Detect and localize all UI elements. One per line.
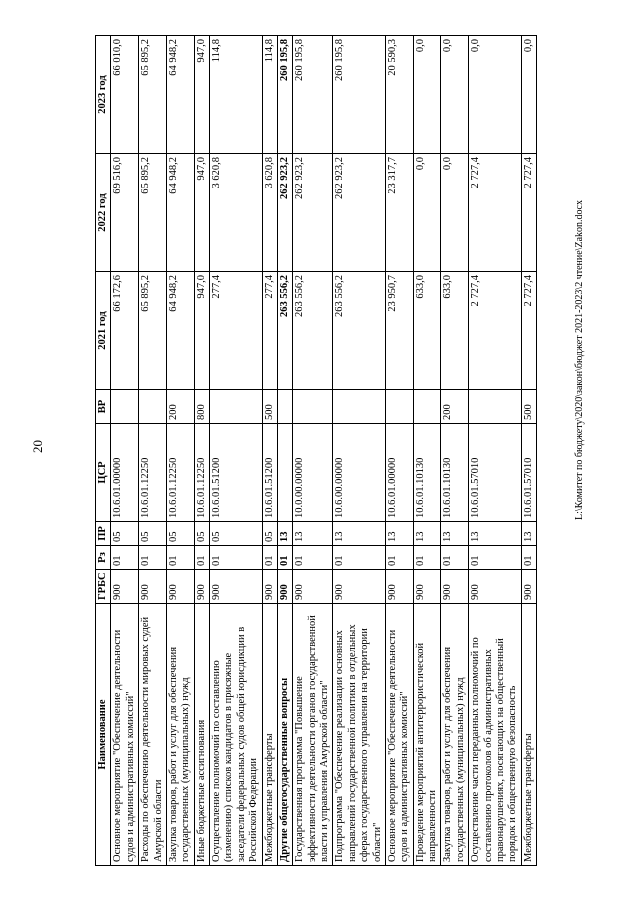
cell-y2022: 262 923,2	[333, 154, 386, 272]
cell-name: Межбюджетные трансферты	[521, 604, 536, 866]
cell-y2021: 263 556,2	[293, 272, 333, 390]
cell-vr: 500	[521, 390, 536, 424]
cell-y2021: 23 950,7	[385, 272, 413, 390]
table-row	[413, 36, 441, 866]
cell-y2021: 633,0	[441, 272, 469, 390]
cell-pr: 05	[262, 522, 277, 546]
cell-y2023: 66 010,0	[111, 36, 139, 154]
table-row	[441, 36, 469, 866]
cell-pr: 13	[413, 522, 441, 546]
table-row	[333, 36, 386, 866]
cell-name: Иные бюджетные ассигнования	[194, 604, 209, 866]
cell-vr: 800	[194, 390, 209, 424]
table-row	[111, 36, 139, 866]
cell-vr	[385, 390, 413, 424]
cell-rz: 01	[521, 546, 536, 570]
cell-y2023: 260 195,8	[333, 36, 386, 154]
cell-grbs: 900	[194, 570, 209, 604]
table-body	[111, 36, 537, 866]
cell-grbs: 900	[333, 570, 386, 604]
cell-grbs: 900	[111, 570, 139, 604]
cell-y2021: 2 727,4	[521, 272, 536, 390]
cell-pr: 05	[139, 522, 167, 546]
cell-y2023: 20 590,3	[385, 36, 413, 154]
cell-y2023: 64 948,2	[166, 36, 194, 154]
cell-csr: 10.6.01.10130	[441, 424, 469, 522]
cell-y2022: 2 727,4	[469, 154, 522, 272]
cell-name: Основное мероприятие "Обеспечение деятельности судов и административных комиссий"	[111, 604, 139, 866]
table-row	[166, 36, 194, 866]
cell-pr: 05	[194, 522, 209, 546]
page-number: 20	[30, 440, 45, 453]
cell-pr: 05	[111, 522, 139, 546]
table-row	[293, 36, 333, 866]
cell-vr	[413, 390, 441, 424]
cell-y2021: 2 727,4	[469, 272, 522, 390]
cell-y2021: 277,4	[262, 272, 277, 390]
cell-y2022: 65 895,2	[139, 154, 167, 272]
table-header-row	[96, 36, 111, 866]
cell-y2022: 0,0	[413, 154, 441, 272]
cell-csr: 10.0.00.00000	[293, 424, 333, 522]
cell-y2021: 263 556,2	[277, 272, 292, 390]
table-row	[262, 36, 277, 866]
cell-pr: 13	[277, 522, 292, 546]
cell-vr	[139, 390, 167, 424]
cell-y2021: 277,4	[210, 272, 263, 390]
cell-y2021: 633,0	[413, 272, 441, 390]
cell-rz: 01	[166, 546, 194, 570]
cell-rz: 01	[139, 546, 167, 570]
cell-vr: 500	[262, 390, 277, 424]
cell-name: Осуществление полномочий по составлению (изменению) списков кандидатов в присяжные заседатели федеральных судов общей юрисдикции в Российской Федерации	[210, 604, 263, 866]
cell-y2023: 65 895,2	[139, 36, 167, 154]
col-header: ЦСР	[96, 424, 111, 522]
cell-csr: 10.6.01.10130	[413, 424, 441, 522]
cell-csr: 10.6.01.57010	[469, 424, 522, 522]
cell-csr: 10.6.01.00000	[385, 424, 413, 522]
table-row	[469, 36, 522, 866]
rotated-table-container	[95, 36, 537, 866]
cell-name: Закупка товаров, работ и услуг для обеспечения государственных (муниципальных) нужд	[441, 604, 469, 866]
cell-csr: 10.6.01.12250	[166, 424, 194, 522]
cell-y2022: 947,0	[194, 154, 209, 272]
cell-y2021: 66 172,6	[111, 272, 139, 390]
cell-pr: 13	[469, 522, 522, 546]
cell-rz: 01	[277, 546, 292, 570]
cell-pr: 13	[521, 522, 536, 546]
cell-csr: 10.6.01.57010	[521, 424, 536, 522]
cell-vr: 200	[441, 390, 469, 424]
cell-grbs: 900	[277, 570, 292, 604]
cell-y2021: 64 948,2	[166, 272, 194, 390]
cell-pr: 05	[166, 522, 194, 546]
cell-grbs: 900	[210, 570, 263, 604]
cell-pr: 13	[333, 522, 386, 546]
cell-vr	[293, 390, 333, 424]
cell-y2022: 262 923,2	[293, 154, 333, 272]
cell-pr: 13	[293, 522, 333, 546]
col-header: ПР	[96, 522, 111, 546]
col-header: ГРБС	[96, 570, 111, 604]
cell-y2023: 114,8	[262, 36, 277, 154]
cell-vr	[111, 390, 139, 424]
cell-grbs: 900	[293, 570, 333, 604]
cell-y2021: 263 556,2	[333, 272, 386, 390]
cell-y2022: 3 620,8	[210, 154, 263, 272]
cell-csr: 10.6.01.51200	[210, 424, 263, 522]
cell-y2022: 69 516,0	[111, 154, 139, 272]
table-row	[385, 36, 413, 866]
cell-y2023: 0,0	[521, 36, 536, 154]
cell-y2022: 2 727,4	[521, 154, 536, 272]
cell-name: Подпрограмма "Обеспечение реализации основных направлений государственной политики в отдельных сферах государственного управления на территории области"	[333, 604, 386, 866]
cell-y2022: 64 948,2	[166, 154, 194, 272]
cell-grbs: 900	[385, 570, 413, 604]
cell-csr: 10.6.01.12250	[139, 424, 167, 522]
cell-y2023: 947,0	[194, 36, 209, 154]
cell-y2023: 0,0	[469, 36, 522, 154]
table-row	[139, 36, 167, 866]
cell-rz: 01	[262, 546, 277, 570]
footer-path: L:\Комитет по бюджету\2020\закон\бюджет 2021-2023\2 чтение\Zakon.docx	[574, 200, 585, 520]
cell-y2023: 260 195,8	[293, 36, 333, 154]
table-row	[194, 36, 209, 866]
cell-name: Основное мероприятие "Обеспечение деятельности судов и административных комиссий"	[385, 604, 413, 866]
cell-vr	[210, 390, 263, 424]
cell-grbs: 900	[262, 570, 277, 604]
cell-pr: 13	[385, 522, 413, 546]
cell-pr: 13	[441, 522, 469, 546]
cell-y2021: 65 895,2	[139, 272, 167, 390]
cell-grbs: 900	[521, 570, 536, 604]
cell-grbs: 900	[441, 570, 469, 604]
cell-csr: 10.6.01.51200	[262, 424, 277, 522]
cell-rz: 01	[194, 546, 209, 570]
cell-y2022: 23 317,7	[385, 154, 413, 272]
cell-pr: 05	[210, 522, 263, 546]
cell-rz: 01	[333, 546, 386, 570]
cell-name: Государственная программа "Повышение эффективности деятельности органов государственной власти и управления Амурской области"	[293, 604, 333, 866]
cell-csr: 10.6.01.12250	[194, 424, 209, 522]
cell-vr	[333, 390, 386, 424]
cell-csr	[277, 424, 292, 522]
cell-grbs: 900	[166, 570, 194, 604]
cell-y2023: 260 195,8	[277, 36, 292, 154]
cell-rz: 01	[469, 546, 522, 570]
col-header: Наименование	[96, 604, 111, 866]
cell-y2022: 262 923,2	[277, 154, 292, 272]
col-header: ВР	[96, 390, 111, 424]
cell-y2023: 114,8	[210, 36, 263, 154]
cell-grbs: 900	[469, 570, 522, 604]
cell-vr	[469, 390, 522, 424]
cell-csr: 10.6.01.00000	[111, 424, 139, 522]
cell-name: Осуществление части переданных полномочий по составлению протоколов об административных правонарушениях, посягающих на общественный порядок и общественную безопасность	[469, 604, 522, 866]
table-row	[210, 36, 263, 866]
col-header: 2021 год	[96, 272, 111, 390]
cell-vr: 200	[166, 390, 194, 424]
cell-name: Закупка товаров, работ и услуг для обеспечения государственных (муниципальных) нужд	[166, 604, 194, 866]
cell-rz: 01	[210, 546, 263, 570]
table-row	[277, 36, 292, 866]
cell-name: Межбюджетные трансферты	[262, 604, 277, 866]
cell-grbs: 900	[413, 570, 441, 604]
cell-rz: 01	[385, 546, 413, 570]
cell-grbs: 900	[139, 570, 167, 604]
cell-rz: 01	[413, 546, 441, 570]
cell-rz: 01	[293, 546, 333, 570]
cell-name: Другие общегосударственные вопросы	[277, 604, 292, 866]
col-header: Рз	[96, 546, 111, 570]
cell-y2023: 0,0	[441, 36, 469, 154]
budget-table	[95, 35, 537, 866]
cell-y2022: 3 620,8	[262, 154, 277, 272]
cell-y2022: 0,0	[441, 154, 469, 272]
cell-rz: 01	[441, 546, 469, 570]
table-row	[521, 36, 536, 866]
cell-rz: 01	[111, 546, 139, 570]
cell-name: Проведение мероприятий антитеррористической направленности	[413, 604, 441, 866]
cell-y2021: 947,0	[194, 272, 209, 390]
cell-csr: 10.6.00.00000	[333, 424, 386, 522]
cell-y2023: 0,0	[413, 36, 441, 154]
col-header: 2023 год	[96, 36, 111, 154]
col-header: 2022 год	[96, 154, 111, 272]
cell-name: Расходы по обеспечению деятельности мировых судей Амурской области	[139, 604, 167, 866]
cell-vr	[277, 390, 292, 424]
